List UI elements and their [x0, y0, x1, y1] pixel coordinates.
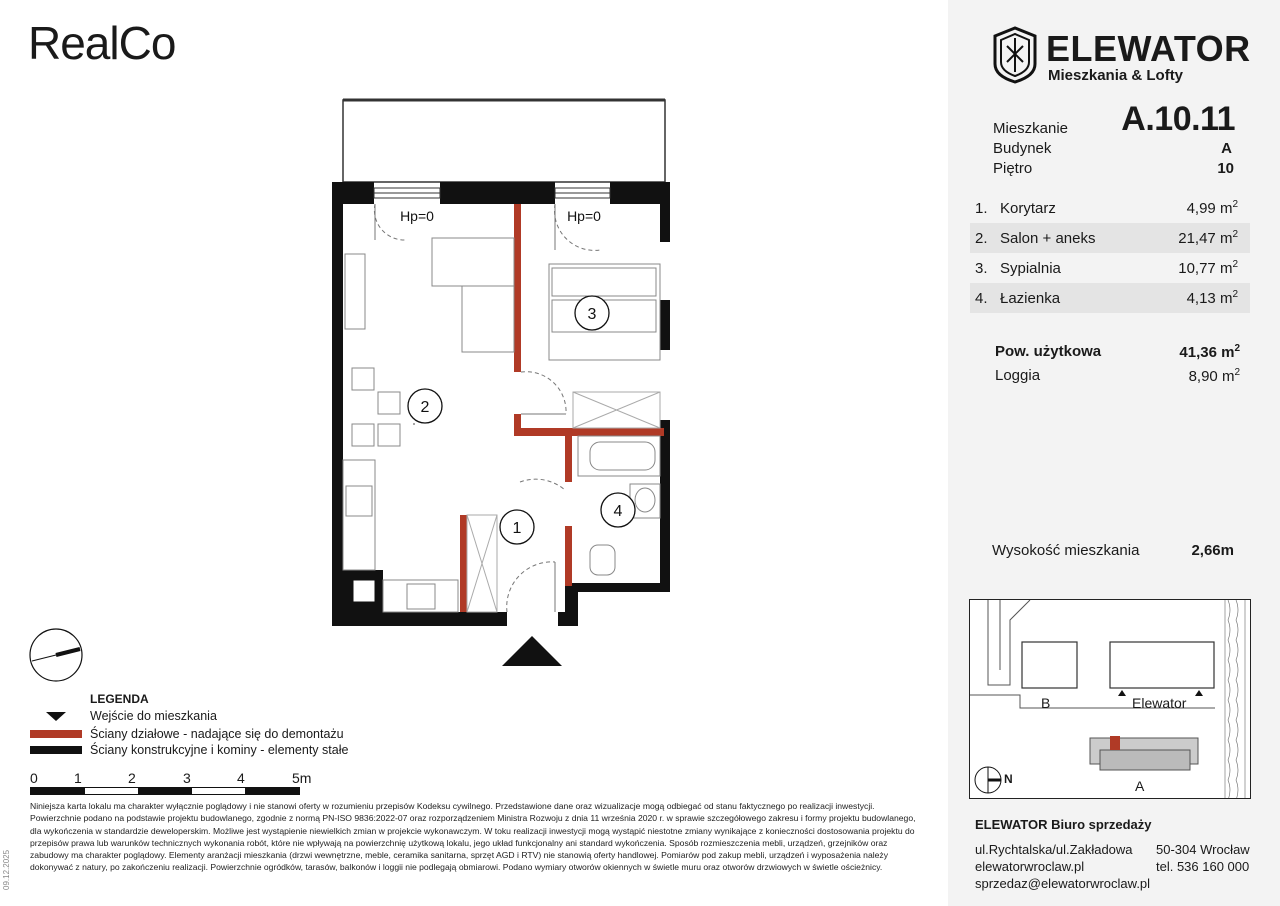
- site-map-drawing: [970, 600, 1251, 799]
- room-area: 4,13 m: [1186, 290, 1233, 307]
- room-num: 3.: [975, 259, 988, 277]
- room-area: 21,47 m: [1178, 230, 1233, 247]
- sill-height-label-1: Hp=0: [400, 208, 434, 224]
- room-name: Korytarz: [1000, 199, 1056, 217]
- legend-partition: [30, 726, 344, 742]
- legend-partition-label: Ściany działowe - nadające się do demontażu: [90, 727, 344, 741]
- north-compass-icon: [28, 627, 84, 683]
- area-unit-sup: 2: [1232, 199, 1238, 210]
- scale-label: 5m: [292, 770, 312, 786]
- loggia-outline: [343, 100, 665, 182]
- project-subtitle: Mieszkania & Lofty: [1048, 67, 1184, 84]
- room-name: Salon + aneks: [1000, 229, 1096, 247]
- office-title: ELEWATOR Biuro sprzedaży: [975, 817, 1152, 832]
- room-name: Sypialnia: [1000, 259, 1061, 277]
- site-label-elewator: Elewator: [1132, 695, 1187, 711]
- height-value: 2,66m: [1191, 542, 1234, 559]
- structural-swatch: [30, 746, 82, 754]
- scale-label: 3: [183, 770, 191, 786]
- brand-logo: RealCo: [28, 17, 176, 69]
- room-marker-4: 4: [613, 503, 623, 520]
- legend-structural: [30, 742, 348, 758]
- project-name: ELEWATOR: [1046, 28, 1251, 69]
- room-area: 10,77 m: [1178, 260, 1233, 277]
- site-label-b: B: [1041, 695, 1051, 711]
- office-city: 50-304 Wrocław: [1156, 842, 1250, 857]
- usable-area-value: 41,36 $m^2$: [1179, 343, 1240, 361]
- room-num: 1.: [975, 199, 988, 217]
- room-marker-3: 3: [587, 306, 597, 323]
- usable-area-label: Pow. użytkowa: [995, 343, 1102, 360]
- office-email-link[interactable]: sprzedaz@elewatorwroclaw.pl: [975, 876, 1151, 891]
- entrance-arrow-icon: [502, 636, 562, 666]
- sill-height-label-2: Hp=0: [567, 208, 601, 224]
- scale-label: 2: [128, 770, 136, 786]
- floor-value: 10: [1217, 160, 1234, 177]
- scale-labels: [30, 770, 330, 788]
- elewator-logo-icon: [992, 26, 1038, 84]
- site-label-a: A: [1135, 778, 1145, 794]
- site-north-label: N: [1004, 772, 1013, 786]
- room-name: Łazienka: [1000, 289, 1061, 307]
- legend-entrance-label: Wejście do mieszkania: [90, 709, 217, 723]
- legend-structural-label: Ściany konstrukcyjne i kominy - elementy stałe: [90, 743, 349, 757]
- area-unit-sup: 2: [1232, 289, 1238, 300]
- floor-label: Piętro: [993, 160, 1033, 177]
- entrance-marker-icon: [46, 712, 66, 721]
- partition-swatch: [30, 730, 82, 738]
- height-label: Wysokość mieszkania: [992, 542, 1140, 559]
- scale-label: 1: [74, 770, 82, 786]
- legend-title: LEGENDA: [90, 692, 149, 706]
- room-row: [970, 223, 1250, 253]
- scale-bar: [30, 787, 300, 795]
- room-num: 4.: [975, 289, 988, 307]
- loggia-value: 8,90 $m^2$: [1188, 367, 1240, 385]
- building-value: A: [1221, 140, 1232, 157]
- loggia-label: Loggia: [995, 367, 1041, 384]
- legend-entrance: [30, 708, 217, 724]
- area-unit-sup: 2: [1232, 259, 1238, 270]
- apartment-label: Mieszkanie: [993, 120, 1069, 137]
- apartment-id: A.10.11: [1121, 100, 1235, 138]
- room-area: 4,99 m: [1186, 200, 1233, 217]
- office-website-link[interactable]: elewatorwroclaw.pl: [975, 859, 1085, 874]
- print-date: 09.12.2025: [2, 849, 11, 890]
- site-map: [969, 599, 1251, 799]
- building-label: Budynek: [993, 140, 1052, 157]
- room-row: [970, 283, 1250, 313]
- room-num: 2.: [975, 229, 988, 247]
- room-row: [970, 253, 1250, 283]
- room-marker-2: 2: [420, 399, 430, 416]
- room-marker-1: 1: [512, 520, 522, 537]
- area-unit-sup: 2: [1232, 229, 1238, 240]
- room-row: [970, 193, 1250, 223]
- office-phone-link[interactable]: tel. 536 160 000: [1156, 859, 1250, 874]
- disclaimer: Niniejsza karta lokalu ma charakter wyłącznie poglądowy i nie stanowi oferty w rozumieniu przepisów Kodeksu cywilnego. Przedstawione dane oraz wizualizacje mogą odbiegać od stanu faktycznego po realizacji inwestycji. Powierzchnie podano na podstawie projektu budowlanego, zgodnie z normą PN-ISO 9836:2022-07 oraz rozporządzeniem Ministra Rozwoju z dnia 11 września 2020 r. w sprawie szczegółowego zakresu i formy projektu budowlanego, dla wykończenia w standardzie deweloperskim. Możliwe jest wystąpienie niewielkich zmian w projekcie wykonawczym. W toku realizacji inwestycji mogą wystąpić niestotne zmiany wynikające z konieczności dostosowania projektu do przepisów prawa lub warunków technicznych wykonania robót, które nie wpływają na powierzchnię użytkową lokalu, jego układ funkcjonalny ani standard wykończenia. Sposób rozmieszczenia mebli, urządzeń, grzejników oraz zabudowy ma charakter poglądowy. Elementy aranżacji mieszkania (drzwi wewnętrzne, meble, ceramika sanitarna, sprzęt AGD i RTV) nie stanowią oferty handlowej. Pomiarów pod zakup mebli, urządzeń i wyposażenia należy dokonywać z natury, po zakończeniu realizacji. Powierzchnie ogródków, tarasów, balkonów i loggii nie podlegają obmiarowi. Podano wymiary otworów okiennych w świetle muru oraz otworów drzwiowych w świetle ościeżnicy.: [30, 801, 916, 873]
- office-street: ul.Rychtalska/ul.Zakładowa: [975, 842, 1133, 857]
- scale-label: 0: [30, 770, 38, 786]
- scale-label: 4: [237, 770, 245, 786]
